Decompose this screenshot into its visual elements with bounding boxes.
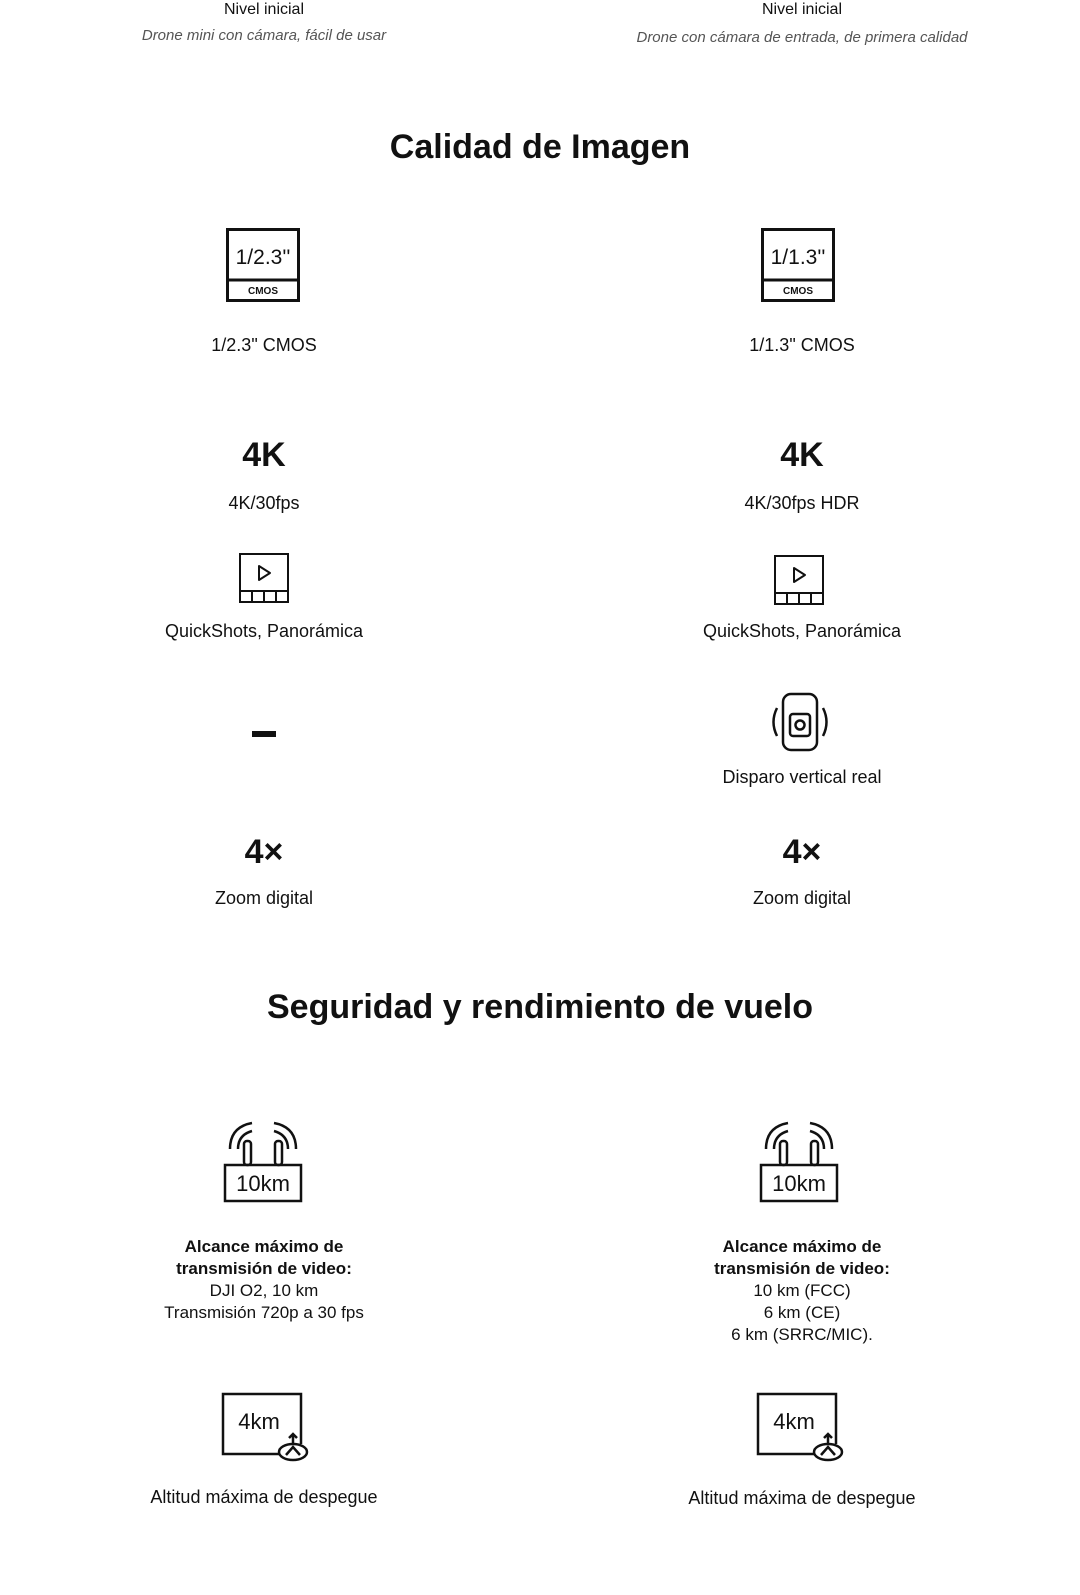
altitude-label-right: Altitud máxima de despegue	[688, 1488, 916, 1508]
altitude-icon-text-left: 4km	[238, 1409, 280, 1434]
sensor-icon-text-left: 1/2.3''	[235, 246, 291, 269]
range-line-2-right: 6 km (CE)	[763, 1303, 841, 1322]
zoom-label-right: Zoom digital	[752, 888, 852, 908]
resolution-label-right: 4K/30fps HDR	[744, 493, 860, 513]
sensor-icon	[226, 228, 300, 302]
range-title-2-left: transmisión de video:	[176, 1259, 352, 1278]
vertical-phone-icon	[768, 692, 832, 752]
range-title-2-right: transmisión de video:	[714, 1259, 890, 1278]
subtitle-left: Drone mini con cámara, fácil de usar	[141, 27, 387, 44]
resolution-badge-left: 4K	[242, 436, 286, 474]
zoom-badge-left: 4×	[244, 833, 284, 871]
range-description-right	[714, 1236, 890, 1346]
range-line-3-right: 6 km (SRRC/MIC).	[731, 1325, 873, 1344]
sensor-icon-text-right: 1/1.3''	[770, 246, 826, 269]
range-icon-text-left: 10km	[236, 1171, 290, 1196]
level-label-left: Nivel inicial	[223, 1, 305, 18]
altitude-label-left: Altitud máxima de despegue	[150, 1487, 378, 1507]
altitude-takeoff-icon	[221, 1392, 311, 1464]
transmission-router-icon	[218, 1115, 308, 1205]
altitude-takeoff-icon	[756, 1392, 846, 1464]
resolution-badge-right: 4K	[780, 436, 824, 474]
sensor-label-right: 1/1.3" CMOS	[749, 335, 855, 355]
video-play-icon	[239, 553, 289, 603]
resolution-label-left: 4K/30fps	[228, 493, 300, 513]
sensor-label-left: 1/2.3" CMOS	[211, 335, 317, 355]
vertical-label-right: Disparo vertical real	[722, 767, 882, 787]
video-play-icon	[774, 555, 824, 605]
range-icon-text-right: 10km	[772, 1171, 826, 1196]
section-title-image-quality: Calidad de Imagen	[389, 128, 691, 166]
range-line-2-left: Transmisión 720p a 30 fps	[164, 1303, 364, 1322]
transmission-router-icon	[754, 1115, 844, 1205]
sensor-icon	[761, 228, 835, 302]
zoom-badge-right: 4×	[782, 833, 822, 871]
range-line-1-left: DJI O2, 10 km	[209, 1281, 319, 1300]
section-title-flight: Seguridad y rendimiento de vuelo	[267, 988, 813, 1026]
level-label-right: Nivel inicial	[761, 1, 843, 18]
zoom-label-left: Zoom digital	[214, 888, 314, 908]
range-title-1-left: Alcance máximo de	[184, 1237, 344, 1256]
range-title-1-right: Alcance máximo de	[722, 1237, 882, 1256]
unavailable-dash	[252, 731, 276, 737]
sensor-icon-sub-left: CMOS	[248, 286, 278, 297]
range-line-1-right: 10 km (FCC)	[753, 1281, 851, 1300]
altitude-icon-text-right: 4km	[773, 1409, 815, 1434]
subtitle-right: Drone con cámara de entrada, de primera calidad	[636, 29, 968, 46]
quickshots-label-left: QuickShots, Panorámica	[164, 621, 364, 641]
sensor-icon-sub-right: CMOS	[783, 286, 813, 297]
quickshots-label-right: QuickShots, Panorámica	[702, 621, 902, 641]
range-description-left	[164, 1236, 364, 1324]
